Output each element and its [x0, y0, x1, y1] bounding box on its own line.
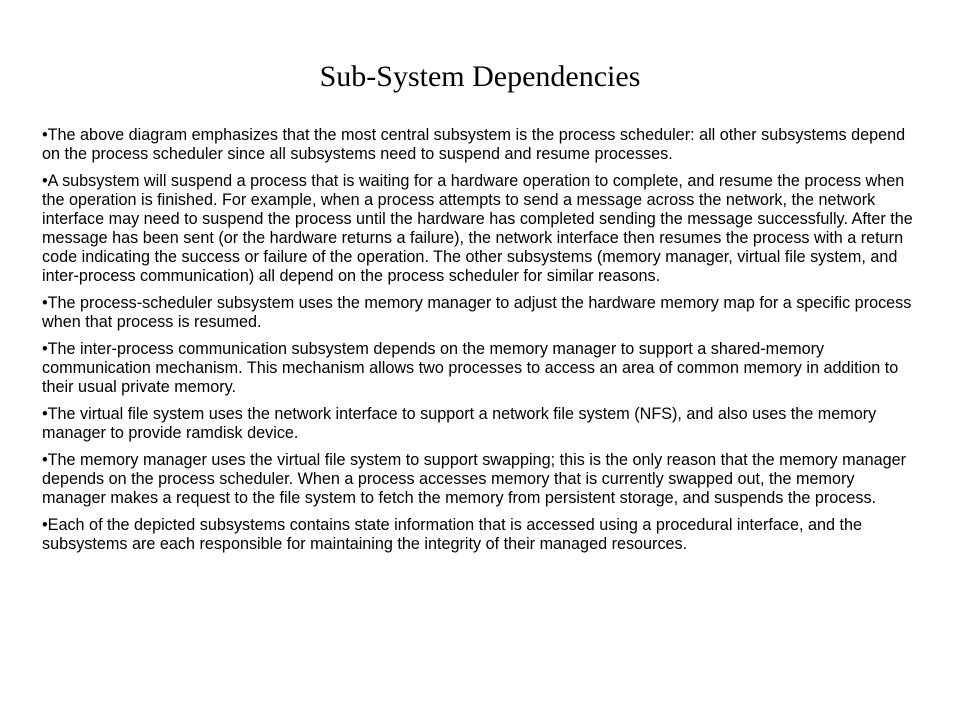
paragraph-ipc-memory: •The inter-process communication subsystem depends on the memory manager to support a shared-memory communication mechanism. This mechanism allows two processes to access an area of common memory in addition to their usual private memory. [42, 340, 899, 396]
paragraph-state-information: •Each of the depicted subsystems contains state information that is accessed using a procedural interface, and the subsystems are each responsible for maintaining the integrity of their managed resources. [42, 516, 863, 553]
slide-body [42, 126, 922, 562]
paragraph-scheduler-memory: •The process-scheduler subsystem uses the memory manager to adjust the hardware memory map for a specific process when that process is resumed. [42, 294, 912, 331]
paragraph-suspend-resume: •A subsystem will suspend a process that is waiting for a hardware operation to complete, and resume the process when the operation is finished. For example, when a process attempts to send a message across the network, the network interface may need to suspend the process until the hardware has completed sending the message successfully. After the message has been sent (or the hardware returns a failure), the network interface then resumes the process with a return code indicating the success or failure of the operation. The other subsystems (memory manager, virtual file system, and inter-process communication) all depend on the process scheduler for similar reasons. [42, 172, 913, 285]
paragraph-scheduler-central: •The above diagram emphasizes that the most central subsystem is the process scheduler: all other subsystems depend on the process scheduler since all subsystems need to suspend and resume processes. [42, 126, 906, 163]
slide-title: Sub-System Dependencies [319, 60, 641, 93]
paragraph-memory-swapping: •The memory manager uses the virtual file system to support swapping; this is the only reason that the memory manager depends on the process scheduler. When a process accesses memory that is currently swapped out, the memory manager makes a request to the file system to fetch the memory from persistent storage, and suspends the process. [42, 451, 906, 507]
paragraph-vfs-network: •The virtual file system uses the network interface to support a network file system (NFS), and also uses the memory manager to provide ramdisk device. [42, 405, 877, 442]
